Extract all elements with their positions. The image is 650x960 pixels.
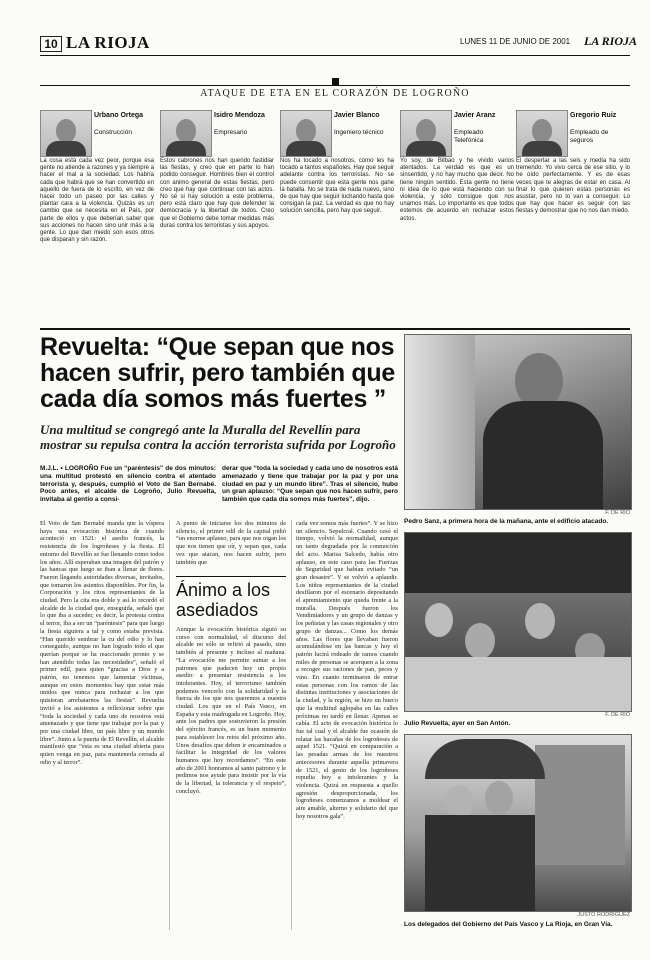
person-job: Ingeniero técnico [334,129,384,136]
subbox-rule [176,576,286,577]
testimonial-text: Nos ha tocado a nosotros, como les ha tocado a tantos españoles. Hay que seguir adelante contra los terroristas. No se puede consentir que esta gente nos gane la batalla. No se trata de nada nuevo, sino de que hay que seguir luchando hasta que consigan la paz. La verdad es que no hay solución sencilla, pero hay que seguir. [280,158,394,215]
person-job: Empleado de seguros [570,129,609,144]
article-subhead: Una multitud se congregó ante la Muralla del Revellín para mostrar su repulsa contra la acción terrorista sufrida por Logroño [40,422,396,452]
person-job: Empleado Telefónica [454,129,484,144]
section-rule-top [40,85,630,86]
photo-delegados [404,734,632,912]
subbox-title: Ánimo a los asediados [176,580,271,620]
publication-logo: LA RIOJA [584,34,638,48]
person-name: Javier Aranz [454,112,496,119]
portrait-photo [40,110,92,157]
header-rule [40,55,630,56]
person-name: Isidro Mendoza [214,112,265,119]
photo-credit: F. DE RIO [605,712,630,718]
portrait-photo [160,110,212,157]
portrait-photo [280,110,332,157]
photo-credit: F. DE RIO [605,510,630,516]
person-name: Gregorio Ruiz [570,112,617,119]
photo-julio-revuelta [404,532,632,712]
article-byline: M.J.L. • LOGROÑO [40,465,99,472]
article-column-1: El Voto de San Bernabé manda que la víspera haya una evocación histórica de cuando aconteció en 1521: el asedio francés, la resistencia de los logroñeses y la fiesta. El entorno del Revellín se fue llenando como todos los años. Allí esperaban una imagen del patrón y las bancas que luego se iban a llenar de flores. Fueron llegando autoridades diversas, invitados, que tomaron los asientos disponibles. Por fin, la Corporación y los ritos representantes de la ciudad. Pero la cita era doble y así lo recordó el alcalde de la ciudad que, enseguida, señaló que lo que iba a suceder, es decir, la protesta contra el terror, iba a ser un “paréntesis” para que luego la fiesta siguiera a tal y como estaba prevista. “Han querido sembrar la cu del odio y lo han conseguido, aunque no han logrado todo el que querían porque se ha reaccionado pronto y se han atendido todas las necesidades”, señaló el primer edil, para quien “gracias a Dios y a patrón, no tenemos que lamentar víctimas, aunque en estos momentos hay que estar más unidos que nunca para rechazar a los que quisieran arrebatarnos las fiestas”. Revuelta invitó a los asistentes a reflexionar sobre que “toda la sociedad y cada uno de nosotros está amenazado y que tiene que trabajar por la paz y por una ciudad libre, un país libre y un mundo libre”. Junto a la puerta de El Revellín, el alcalde manifestó que “ésta es una ciudad abierta para quien venga en paz, para mantenerla cerrada al odio y al terror”. [40,520,164,766]
photo-caption: Pedro Sanz, a primera hora de la mañana, ante el edificio atacado. [404,518,609,525]
lead-paragraph-b: derar que “toda la sociedad y cada uno de nosotros está amenazado y tiene que trabajar por la paz y por una ciudad en paz y un mundo libre”. Tras el silencio, hubo un gran aplauso: “Que sepan que nos hacen sufrir, pero también que cada día somos más fuertes”, dijo. [222,465,398,504]
publication-name: LA RIOJA [66,33,150,52]
testimonial-5 [516,110,630,350]
portrait-photo [400,110,452,157]
photo-credit: JUSTO RODRÍGUEZ [577,912,630,918]
photo-caption: Los delegados del Gobierno del País Vasco y La Rioja, en Gran Vía. [404,921,613,928]
person-job: Empresario [214,129,248,136]
testimonial-3 [280,110,394,350]
testimonial-text: El despertar a las seis y media ha sido tremendo. Yo vivo cerca de ese sitio, y lo he oído perfectamente. Y es de esas veces que te alegras de estar en casa. Al final lo que quieren estas personas es asustar, pero no lo van a conseguir. Lo que hay que hacer es seguir con las fiestas y demostrar que no nos dan miedo. [516,158,630,215]
article-column-2b: Aunque la evocación histórica siguió su curso con normalidad, el discurso del alcalde no sólo se refirió al pasado, sino también al presente y incluso al mañana. “La evocación me permite sumar a los patrones que padecen hoy un propio asedio: a presentar resistencia a los intolerantes. Hoy, el terrorismo también podemos vencerlo con la solidaridad y la fuerza de los que nos queremos a nuestra ciudad. Los que en el País Vasco, en España y esta madrugada en Logroño. Hoy, ante los padres que sostuvieron la presión del ejército francés, es un buen momento para establecer los retos del próximo año. Unos desafíos que deben ir encaminados a facilitar la integridad de los valores humanos que hoy recordamos”. “En este año de 2001 honramos al santo patrono y le pedimos nos ayude para insistir por la vía de la libertad, la tolerancia y el respeto”, concluyó. [176,626,286,795]
article-column-2: A punto de iniciarse los dos minutos de silencio, el primer edil de la capital pidió “un enorme aplauso, para que nos oigan los que nos tienen que oír, y sepan que, cada vez que atacan, nos hacen sufrir, pero también que [176,520,286,566]
testimonial-2 [160,110,274,350]
photo-caption: Julio Revuelta, ayer en San Antón. [404,720,511,727]
testimonial-text: Estos cabrones nos han querido fastidiar las fiestas, y creo que en parte lo han podido conseguir. Hombres bien el control con animo general de estas fiestas, pero creo que hay que continuar con las actos. No sé si hay solución a este problema, pero está claro que hay que defender la democracia y la libertad de todos. Creo que el Gobierno debe tomar medidas más duras contra los terroristas y sus apoyos. [160,158,274,229]
article-headline: Revuelta: “Que sepan que nos hacen sufrir, pero también que cada día somos más fuertes ” [40,333,395,413]
article-rule [40,328,630,330]
person-name: Urbano Ortega [94,112,144,119]
testimonial-1 [40,110,154,350]
column-divider [291,520,292,930]
testimonial-text: La cosa está cada vez peor, porque esa gente no atiende a razones y ya siempre a hacer el mal a la sociedad. Los habría cada que habrá que se han convertido en aquello de fuera de lo escrito, en vez de hacer todo un paseo por las calles y plantar cara a la violencia. Quizás es un cambio que se necesita en el País, por parte de ellos y que deberían saber que sus acciones no hacen sino unir más a la gente. Lo que dan miedo son esos otros que disparan y sin razón. [40,158,154,244]
testimonial-4 [400,110,514,350]
portrait-photo [516,110,568,157]
article-lead-a [40,465,216,504]
person-name: Javier Blanco [334,112,380,119]
page-number: 10 [40,36,62,52]
article-column-3: cada vez somos más fuertes”. Y se hizo un silencio. Sepulcral. Cuando cesó el tiempo, volvió la normalidad, aunque un tanto degradada por la conmoción del acto. Marisa Salcedo, había otro aplauso, en este caso para las Fuerzas de Seguridad que habían evitado “un gran desastre”. Y se volvió a aplaudir. Los niños representantes de la ciudad desfilaron por el escenario depositando el apremiamiento que queda frente a la muralla. Después fueron los Vendimiadores y un grupo de danzas y los peñistas y las casas regionales y otro grupo de danzas... Como los demás años. Las flores que llevaban fueron acumulándose en las bancas y hoy el patrón lucirá rodeado de ramos cuando miles de personas se acerquen a la zona a recoger sus raciones de pan, peces y vino. En cuanto terminaron de entrar estas personas con los ramos de las distintas instituciones y asociaciones de la ciudad, y la región, se hizo un hueco que la multitud aglopaba en las calles próximas no tardó en llenar. Apenas se cabía. El acto de evocación histórica lo fue tal cual y el alcalde fue ocasión de relatar las hazañas de los logroñeses de aquel 1521. “Quizá en comparación a las pesadas armas de los nuestros antecesores durante aquella primavera de 1521, el genio de los logroñeses repudia hoy a intolerantes y la violencia. Quizá en respuesta a quello agresión desproporcionada, los logroñeses comenzamos a moldear el aire amable, alterno y solidario del que hoy nosotros gala”. [296,520,398,820]
testimonial-text: Yo soy, de Bilbao y he vivido varios atentados. La verdad es que es un sinsentido, y no hay mucho que decir. No tiene ningún sentido. Esta gente no tiene ni idea de lo que está haciendo con su violencia, y sólo consigue que nos unamos más. Lo importante es que todos estemos de acuerdo en rechazar estos actos. [400,158,514,222]
section-title: ATAQUE DE ETA EN EL CORAZÓN DE LOGROÑO [200,88,470,99]
photo-pedro-sanz [404,334,632,510]
column-divider [169,520,170,930]
header-date: LUNES 11 DE JUNIO DE 2001 [460,37,571,46]
person-job: Construcción [94,129,132,136]
lead-paragraph-a: Fue un “paréntesis” de dos minutos: una multitud protestó en silencio contra el atentado terrorista y, después, cumplió el Voto de San Bernabé. Poco antes, el alcalde de Logroño, Julio Revuelta, invitaba al gentío a consi- [40,465,216,504]
